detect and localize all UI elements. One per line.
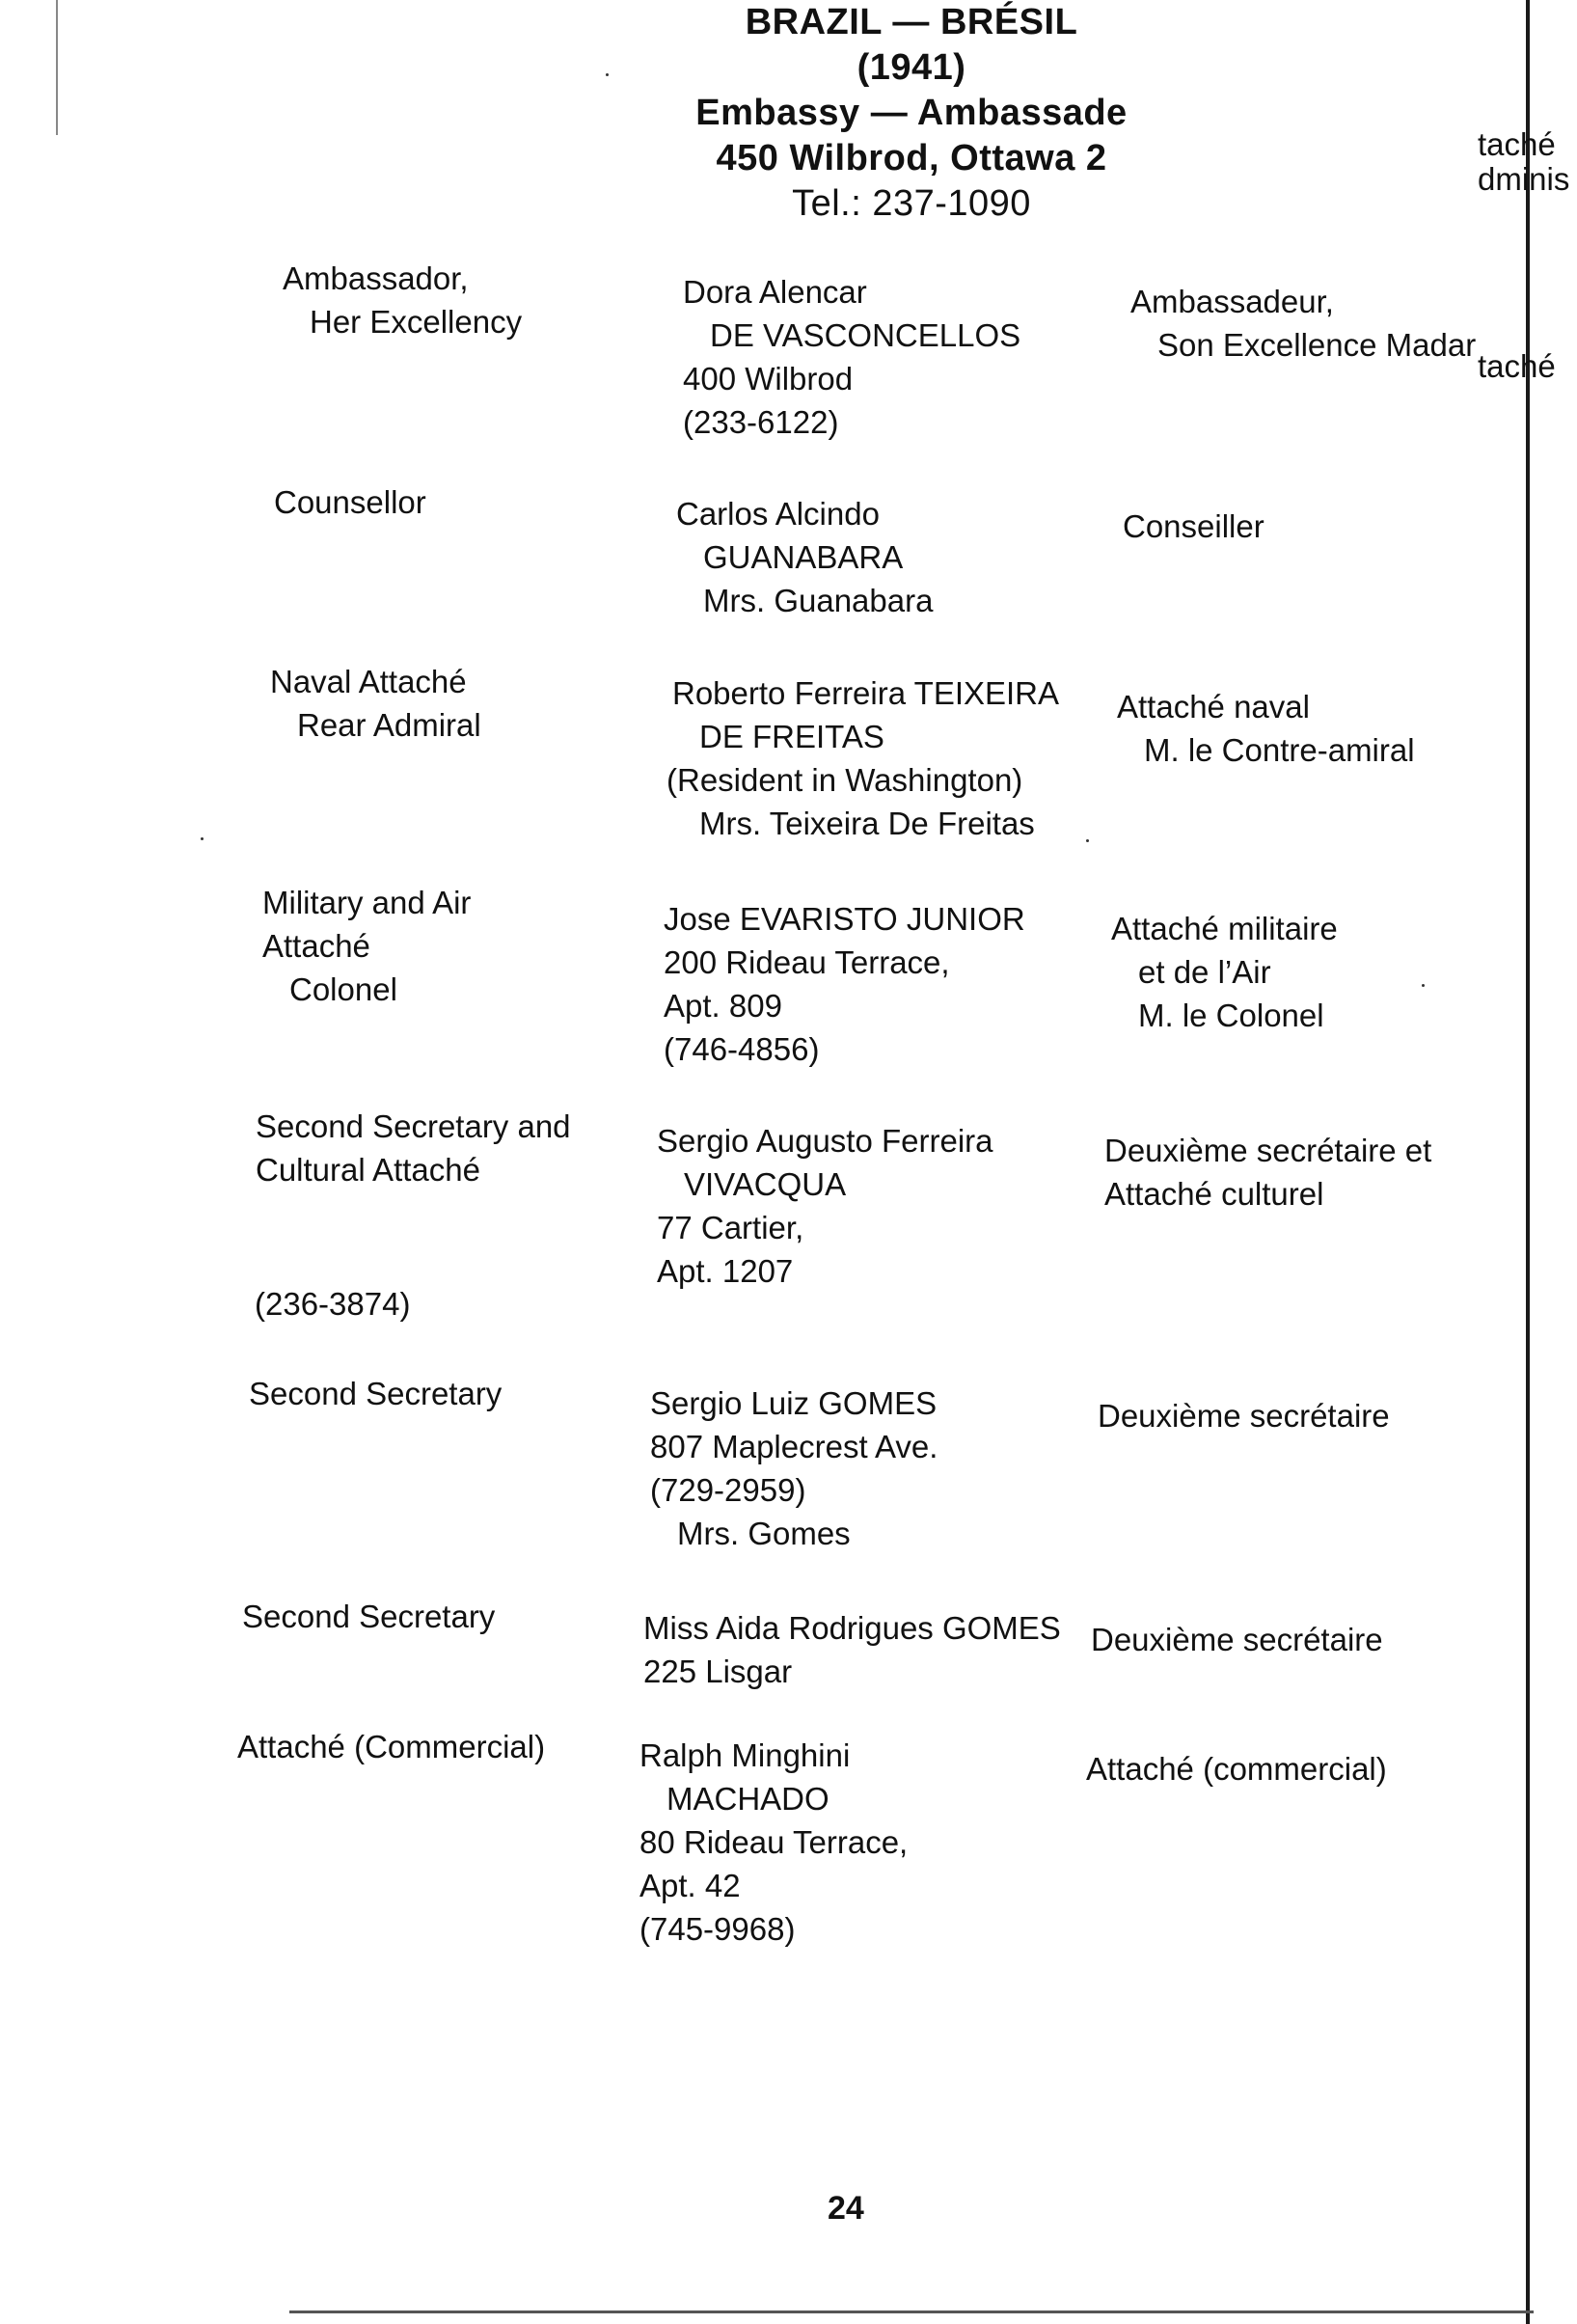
title-en-line: Rear Admiral (297, 707, 481, 743)
entry-title-en (274, 480, 426, 524)
entry-person (639, 1734, 908, 1951)
cut-off-edge-text: taché (1478, 126, 1556, 162)
person-address: 200 Rideau Terrace, (664, 944, 950, 980)
scan-speck (201, 837, 204, 840)
person-phone: (729-2959) (650, 1472, 806, 1508)
address-heading: 450 Wilbrod, Ottawa 2 (716, 138, 1107, 178)
title-fr-line: M. le Contre-amiral (1144, 732, 1415, 768)
person-phone: (233-6122) (683, 404, 839, 440)
title-fr-line: Conseiller (1123, 508, 1264, 544)
person-name: GUANABARA (703, 539, 904, 575)
entry-person (676, 492, 933, 622)
person-spouse: Mrs. Guanabara (703, 583, 934, 618)
title-en-line: Attaché (Commercial) (237, 1729, 546, 1764)
title-en-line: Second Secretary (242, 1599, 496, 1634)
entry-title-en (242, 1595, 495, 1638)
person-apartment: Apt. 1207 (657, 1253, 794, 1289)
entry-person (657, 1119, 993, 1293)
scan-speck (1086, 839, 1089, 842)
entry-person (643, 1606, 1061, 1693)
title-fr-line: Attaché (commercial) (1086, 1751, 1387, 1787)
person-spouse: Mrs. Gomes (677, 1516, 851, 1551)
person-name: DE VASCONCELLOS (710, 317, 1021, 353)
entry-title-fr (1086, 1747, 1387, 1791)
person-line: Carlos Alcindo (676, 496, 880, 532)
title-en-line: Counsellor (274, 484, 426, 520)
scan-left-edge (56, 0, 58, 135)
cut-off-edge-text: taché (1478, 348, 1556, 384)
title-en-line: Ambassador, (283, 260, 469, 296)
title-en-line: Attaché (262, 928, 370, 964)
year-heading: (1941) (856, 47, 966, 88)
title-en-line: Second Secretary and (256, 1108, 571, 1144)
person-name: Miss Aida Rodrigues GOMES (643, 1610, 1061, 1646)
person-name: DE FREITAS (699, 719, 884, 754)
title-fr-line: Son Excellence Madar (1157, 327, 1477, 363)
person-address: 400 Wilbrod (683, 361, 854, 396)
phone-heading: Tel.: 237-1090 (792, 183, 1031, 224)
title-fr-line: Attaché naval (1117, 689, 1310, 725)
entry-person (650, 1381, 938, 1555)
person-address: 77 Cartier, (657, 1210, 804, 1245)
entry-person (683, 270, 1020, 444)
title-fr-line: Deuxième secrétaire et (1104, 1133, 1432, 1168)
person-line: Dora Alencar (683, 274, 867, 310)
person-address: 225 Lisgar (643, 1654, 793, 1689)
entry-title-fr (1091, 1618, 1383, 1661)
title-en-line: Her Excellency (310, 304, 523, 340)
entry-title-en (249, 1372, 502, 1415)
entry-title-fr (1117, 685, 1415, 772)
person-address: 807 Maplecrest Ave. (650, 1429, 938, 1464)
entry-title-fr (1130, 280, 1476, 367)
title-fr-line: Deuxième secrétaire (1091, 1622, 1383, 1657)
person-apartment: Apt. 809 (664, 988, 782, 1024)
person-phone: (745-9968) (639, 1911, 796, 1947)
entry-title-en (262, 881, 471, 1011)
person-apartment: Apt. 42 (639, 1868, 741, 1903)
title-fr-line: Attaché culturel (1104, 1176, 1324, 1212)
entry-person (666, 671, 1060, 845)
entry-title-fr (1104, 1129, 1431, 1216)
person-name: MACHADO (666, 1781, 829, 1817)
person-address: 80 Rideau Terrace, (639, 1824, 909, 1860)
person-line: Roberto Ferreira TEIXEIRA (672, 675, 1060, 711)
person-note: (Resident in Washington) (666, 762, 1023, 798)
entry-title-en (237, 1725, 545, 1768)
title-en-line: Cultural Attaché (256, 1152, 480, 1188)
scan-speck (1422, 984, 1425, 987)
entry-person (664, 897, 1025, 1071)
entry-title-en (270, 660, 481, 747)
title-fr-line: et de l’Air (1138, 954, 1271, 990)
entry-title-fr (1123, 505, 1264, 548)
title-fr-line: Deuxième secrétaire (1098, 1398, 1390, 1434)
scan-speck (606, 73, 609, 76)
title-fr-line: Attaché militaire (1111, 911, 1338, 946)
person-name: VIVACQUA (684, 1166, 847, 1202)
title-en-line: Second Secretary (249, 1376, 503, 1411)
country-heading: BRAZIL — BRÉSIL (745, 2, 1078, 42)
person-line: Ralph Minghini (639, 1737, 851, 1773)
embassy-header (598, 0, 1225, 227)
mission-heading: Embassy — Ambassade (695, 93, 1128, 133)
entry-extra-phone: (236-3874) (255, 1286, 411, 1322)
title-fr-line: Ambassadeur, (1130, 284, 1334, 319)
entry-title-en (256, 1105, 571, 1191)
cut-off-edge-text: dminis (1478, 161, 1570, 197)
title-en-line: Military and Air (262, 885, 472, 920)
entry-title-fr (1111, 907, 1338, 1037)
scan-bottom-edge (289, 2310, 1534, 2313)
entry-title-fr (1098, 1394, 1390, 1437)
person-spouse: Mrs. Teixeira De Freitas (699, 806, 1035, 841)
title-en-line: Naval Attaché (270, 664, 467, 699)
title-fr-line: M. le Colonel (1138, 998, 1324, 1033)
page-number: 24 (828, 2190, 864, 2227)
person-name: Jose EVARISTO JUNIOR (664, 901, 1025, 937)
person-phone: (746-4856) (664, 1031, 820, 1067)
person-line: Sergio Augusto Ferreira (657, 1123, 993, 1159)
title-en-line: Colonel (289, 971, 397, 1007)
person-name: Sergio Luiz GOMES (650, 1385, 938, 1421)
entry-title-en (283, 257, 522, 343)
